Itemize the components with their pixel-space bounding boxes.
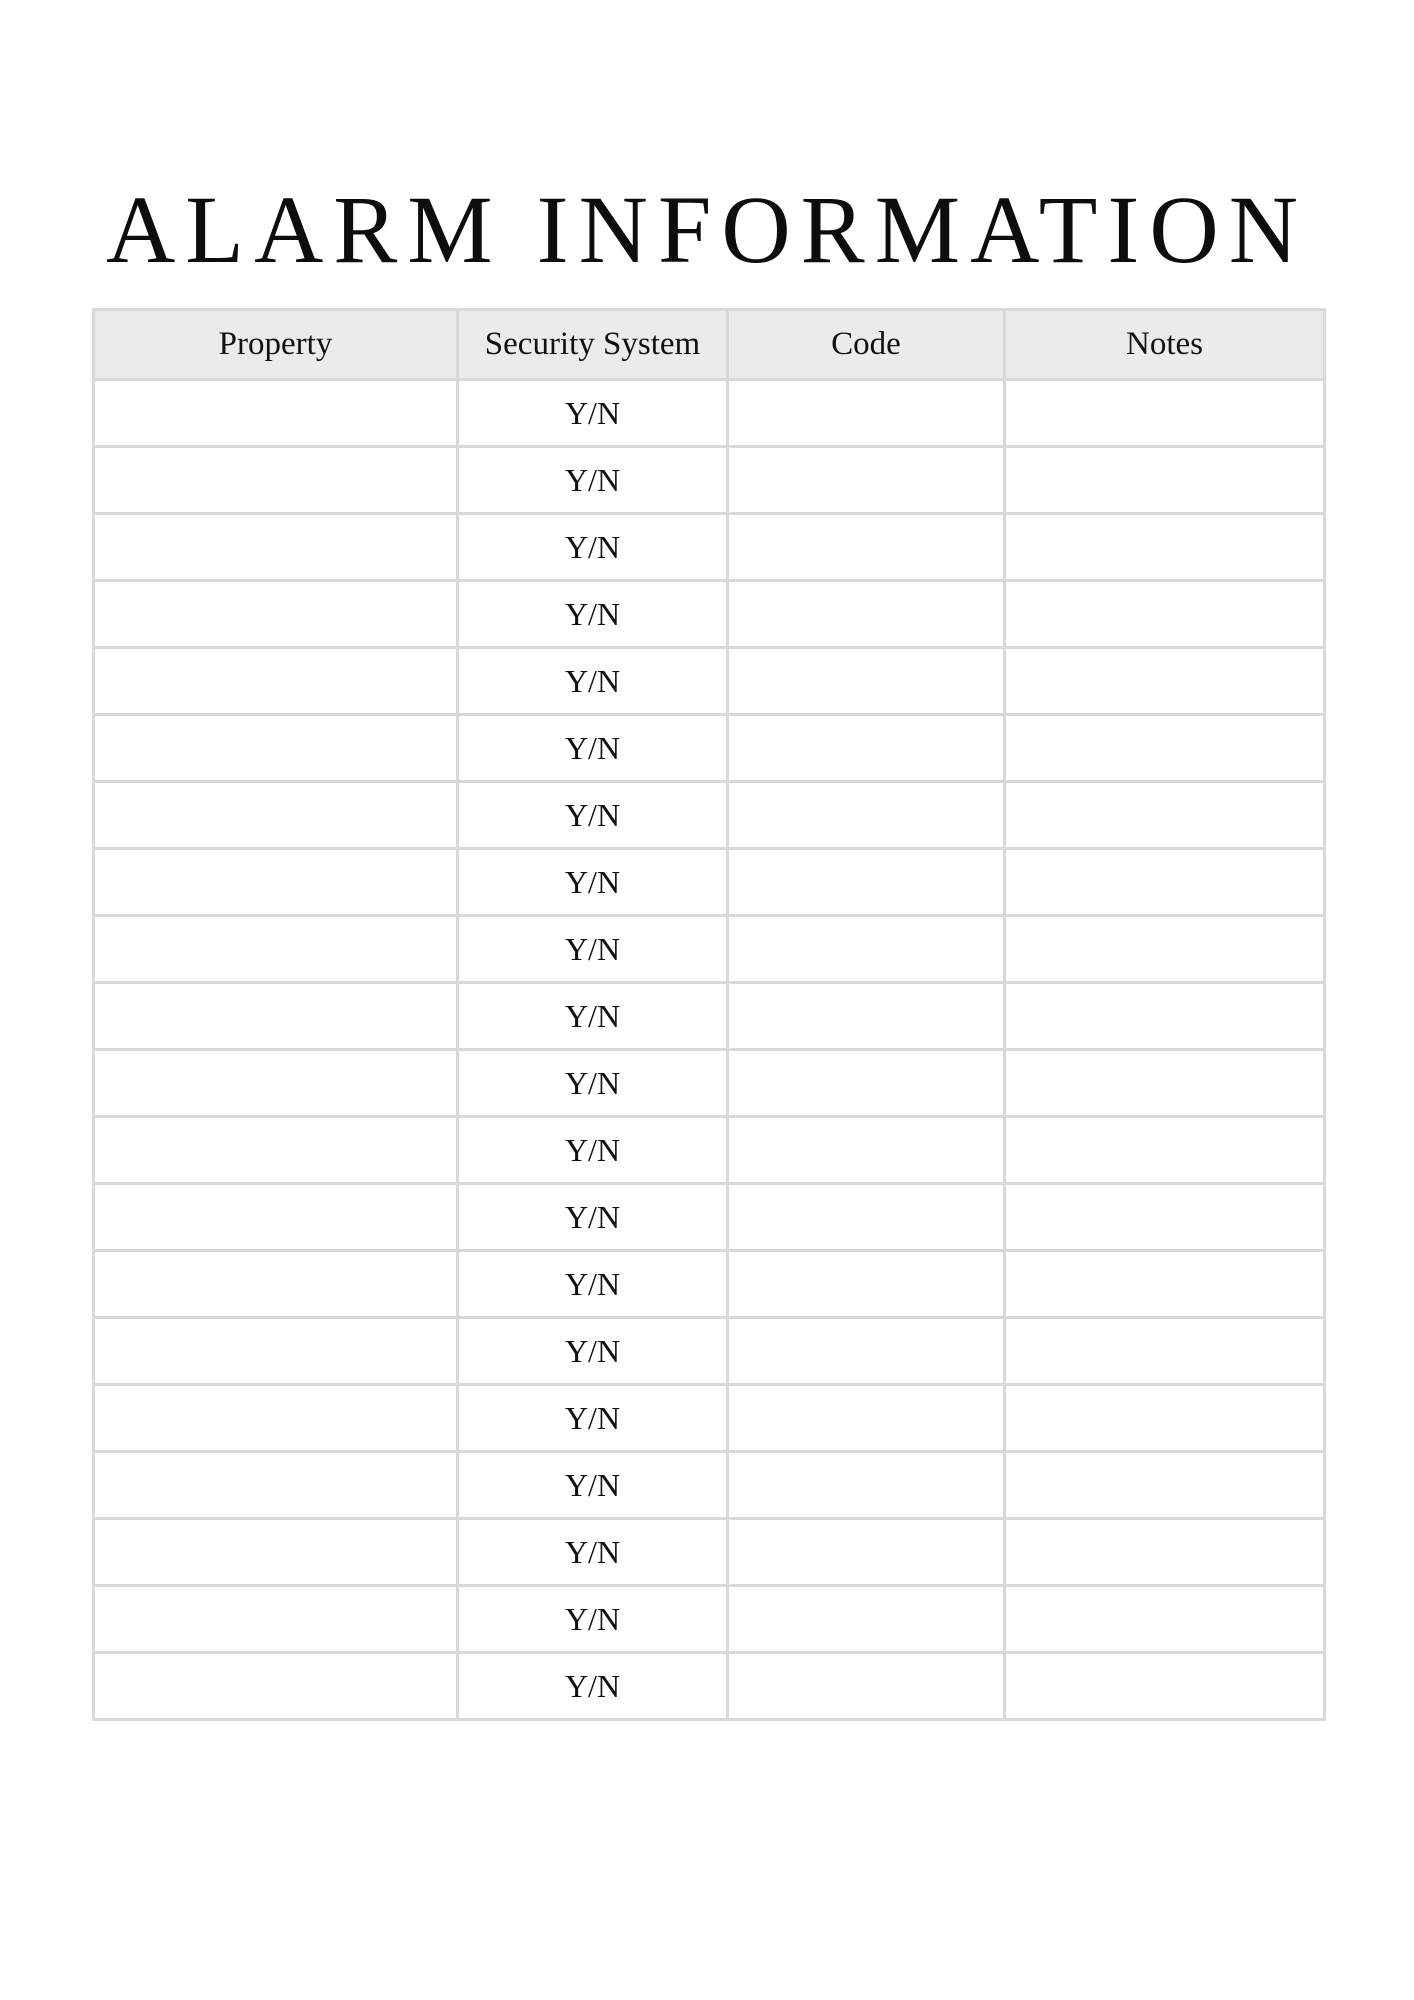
security-system-cell[interactable]: Y/N [458, 1117, 728, 1184]
property-cell[interactable] [94, 514, 458, 581]
code-cell[interactable] [728, 1184, 1005, 1251]
notes-cell[interactable] [1005, 380, 1325, 447]
code-cell[interactable] [728, 1452, 1005, 1519]
security-system-cell[interactable]: Y/N [458, 380, 728, 447]
notes-cell[interactable] [1005, 581, 1325, 648]
security-system-cell[interactable]: Y/N [458, 849, 728, 916]
page-title: ALARM INFORMATION [105, 176, 1309, 284]
table-row [94, 1184, 1325, 1251]
notes-cell[interactable] [1005, 1318, 1325, 1385]
property-cell[interactable] [94, 648, 458, 715]
security-system-cell[interactable]: Y/N [458, 581, 728, 648]
notes-cell[interactable] [1005, 514, 1325, 581]
property-cell[interactable] [94, 849, 458, 916]
table-row [94, 648, 1325, 715]
table-row [94, 581, 1325, 648]
code-cell[interactable] [728, 916, 1005, 983]
notes-cell[interactable] [1005, 1050, 1325, 1117]
property-cell[interactable] [94, 1251, 458, 1318]
notes-cell[interactable] [1005, 983, 1325, 1050]
table-row [94, 1318, 1325, 1385]
property-cell[interactable] [94, 1452, 458, 1519]
code-cell[interactable] [728, 581, 1005, 648]
table-row [94, 849, 1325, 916]
notes-cell[interactable] [1005, 1519, 1325, 1586]
property-cell[interactable] [94, 1117, 458, 1184]
notes-cell[interactable] [1005, 447, 1325, 514]
security-system-cell[interactable]: Y/N [458, 782, 728, 849]
security-system-cell[interactable]: Y/N [458, 1586, 728, 1653]
table-row [94, 1519, 1325, 1586]
notes-cell[interactable] [1005, 1184, 1325, 1251]
table-row [94, 1385, 1325, 1452]
property-cell[interactable] [94, 1385, 458, 1452]
security-system-cell[interactable]: Y/N [458, 1452, 728, 1519]
code-cell[interactable] [728, 983, 1005, 1050]
code-cell[interactable] [728, 648, 1005, 715]
property-cell[interactable] [94, 1519, 458, 1586]
property-cell[interactable] [94, 782, 458, 849]
code-cell[interactable] [728, 1586, 1005, 1653]
table-row [94, 380, 1325, 447]
property-cell[interactable] [94, 380, 458, 447]
table-row [94, 983, 1325, 1050]
notes-cell[interactable] [1005, 715, 1325, 782]
property-cell[interactable] [94, 447, 458, 514]
code-cell[interactable] [728, 715, 1005, 782]
table-row [94, 1452, 1325, 1519]
security-system-cell[interactable]: Y/N [458, 1653, 728, 1720]
table-row [94, 1050, 1325, 1117]
security-system-cell[interactable]: Y/N [458, 514, 728, 581]
security-system-cell[interactable]: Y/N [458, 447, 728, 514]
table-row [94, 1117, 1325, 1184]
security-system-cell[interactable]: Y/N [458, 1050, 728, 1117]
code-cell[interactable] [728, 782, 1005, 849]
security-system-cell[interactable]: Y/N [458, 1251, 728, 1318]
table-row [94, 1586, 1325, 1653]
security-system-cell[interactable]: Y/N [458, 648, 728, 715]
notes-cell[interactable] [1005, 1251, 1325, 1318]
table-row [94, 782, 1325, 849]
security-system-cell[interactable]: Y/N [458, 1318, 728, 1385]
code-cell[interactable] [728, 1653, 1005, 1720]
notes-cell[interactable] [1005, 648, 1325, 715]
alarm-information-table [92, 308, 1326, 1721]
property-cell[interactable] [94, 1653, 458, 1720]
notes-cell[interactable] [1005, 1653, 1325, 1720]
code-cell[interactable] [728, 447, 1005, 514]
code-cell[interactable] [728, 1318, 1005, 1385]
code-cell[interactable] [728, 514, 1005, 581]
table-row [94, 916, 1325, 983]
table-row [94, 1251, 1325, 1318]
property-cell[interactable] [94, 581, 458, 648]
notes-cell[interactable] [1005, 1586, 1325, 1653]
notes-cell[interactable] [1005, 782, 1325, 849]
table-row [94, 1653, 1325, 1720]
property-cell[interactable] [94, 1050, 458, 1117]
column-header-code: Code [728, 310, 1005, 380]
table-header-row [94, 310, 1325, 380]
code-cell[interactable] [728, 849, 1005, 916]
table-header [94, 310, 1325, 380]
property-cell[interactable] [94, 1184, 458, 1251]
notes-cell[interactable] [1005, 916, 1325, 983]
security-system-cell[interactable]: Y/N [458, 916, 728, 983]
code-cell[interactable] [728, 380, 1005, 447]
table-body [94, 380, 1325, 1720]
code-cell[interactable] [728, 1050, 1005, 1117]
code-cell[interactable] [728, 1385, 1005, 1452]
code-cell[interactable] [728, 1519, 1005, 1586]
property-cell[interactable] [94, 916, 458, 983]
security-system-cell[interactable]: Y/N [458, 983, 728, 1050]
code-cell[interactable] [728, 1251, 1005, 1318]
notes-cell[interactable] [1005, 1385, 1325, 1452]
notes-cell[interactable] [1005, 1452, 1325, 1519]
column-header-notes: Notes [1005, 310, 1325, 380]
table-row [94, 514, 1325, 581]
security-system-cell[interactable]: Y/N [458, 1385, 728, 1452]
property-cell[interactable] [94, 983, 458, 1050]
property-cell[interactable] [94, 715, 458, 782]
code-cell[interactable] [728, 1117, 1005, 1184]
column-header-property: Property [94, 310, 458, 380]
column-header-security-system: Security System [458, 310, 728, 380]
property-cell[interactable] [94, 1586, 458, 1653]
notes-cell[interactable] [1005, 849, 1325, 916]
table-row [94, 447, 1325, 514]
notes-cell[interactable] [1005, 1117, 1325, 1184]
security-system-cell[interactable]: Y/N [458, 715, 728, 782]
security-system-cell[interactable]: Y/N [458, 1519, 728, 1586]
property-cell[interactable] [94, 1318, 458, 1385]
security-system-cell[interactable]: Y/N [458, 1184, 728, 1251]
table-row [94, 715, 1325, 782]
